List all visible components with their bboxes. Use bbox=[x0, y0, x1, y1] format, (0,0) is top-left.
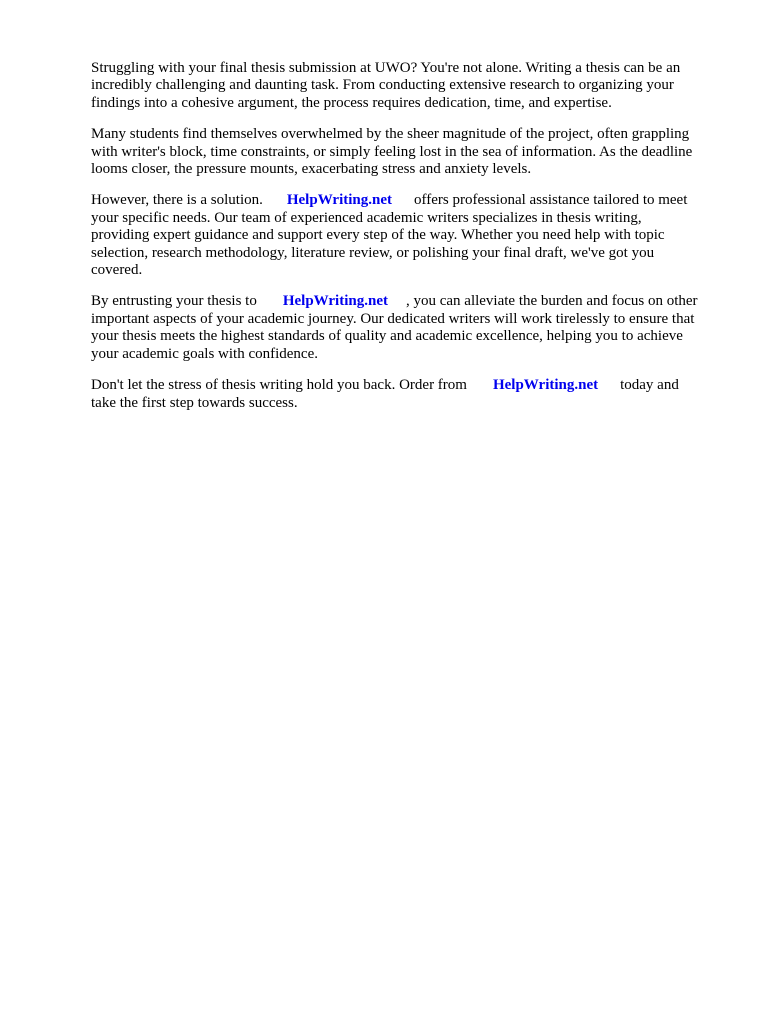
text-after-link: today and bbox=[620, 377, 679, 394]
text-after-link: , you can alleviate the burden and focus on other bbox=[405, 293, 698, 310]
helpwriting-link[interactable]: HelpWriting.net bbox=[286, 192, 392, 209]
paragraph-call-to-action bbox=[91, 377, 723, 412]
paragraph-line: covered. bbox=[91, 262, 143, 279]
paragraph-line: selection, research methodology, literature review, or polishing your final draft, we've got you bbox=[91, 244, 655, 261]
paragraph-line: incredibly challenging and daunting task. From conducting extensive research to organizing your bbox=[91, 77, 674, 94]
paragraph-line: Many students find themselves overwhelmed by the sheer magnitude of the project, often grappling bbox=[91, 126, 690, 143]
paragraph-line: looms closer, the pressure mounts, exacerbating stress and anxiety levels. bbox=[91, 161, 532, 178]
paragraph-struggles bbox=[91, 126, 723, 178]
paragraph-line: findings into a cohesive argument, the process requires dedication, time, and expertise. bbox=[91, 94, 612, 111]
paragraph-line: take the first step towards success. bbox=[91, 394, 298, 411]
paragraph-entrusting bbox=[91, 293, 723, 363]
paragraph-line: Struggling with your final thesis submission at UWO? You're not alone. Writing a thesis can be an bbox=[91, 60, 681, 76]
paragraph-line: providing expert guidance and support every step of the way. Whether you need help with topic bbox=[91, 227, 665, 244]
document-page bbox=[91, 60, 723, 426]
paragraph-solution bbox=[91, 192, 723, 279]
paragraph-line-with-link bbox=[91, 377, 723, 394]
helpwriting-link[interactable]: HelpWriting.net bbox=[492, 377, 599, 394]
paragraph-line: with writer's block, time constraints, or simply feeling lost in the sea of information. As the deadline bbox=[91, 143, 693, 160]
paragraph-line: your specific needs. Our team of experienced academic writers specializes in thesis writing, bbox=[91, 209, 642, 226]
paragraph-line: important aspects of your academic journey. Our dedicated writers will work tirelessly to ensure that bbox=[91, 310, 695, 327]
paragraph-line: your thesis meets the highest standards of quality and academic excellence, helping you to achieve bbox=[91, 328, 683, 345]
paragraph-line-with-link bbox=[91, 192, 723, 209]
paragraph-intro bbox=[91, 60, 723, 112]
text-after-link: offers professional assistance tailored to meet bbox=[414, 192, 688, 209]
paragraph-line: your academic goals with confidence. bbox=[91, 345, 318, 362]
helpwriting-link[interactable]: HelpWriting.net bbox=[282, 293, 388, 310]
paragraph-line-with-link bbox=[91, 293, 723, 310]
text-before-link: However, there is a solution. bbox=[91, 192, 263, 209]
text-before-link: By entrusting your thesis to bbox=[91, 293, 257, 310]
text-before-link: Don't let the stress of thesis writing hold you back. Order from bbox=[91, 377, 467, 394]
